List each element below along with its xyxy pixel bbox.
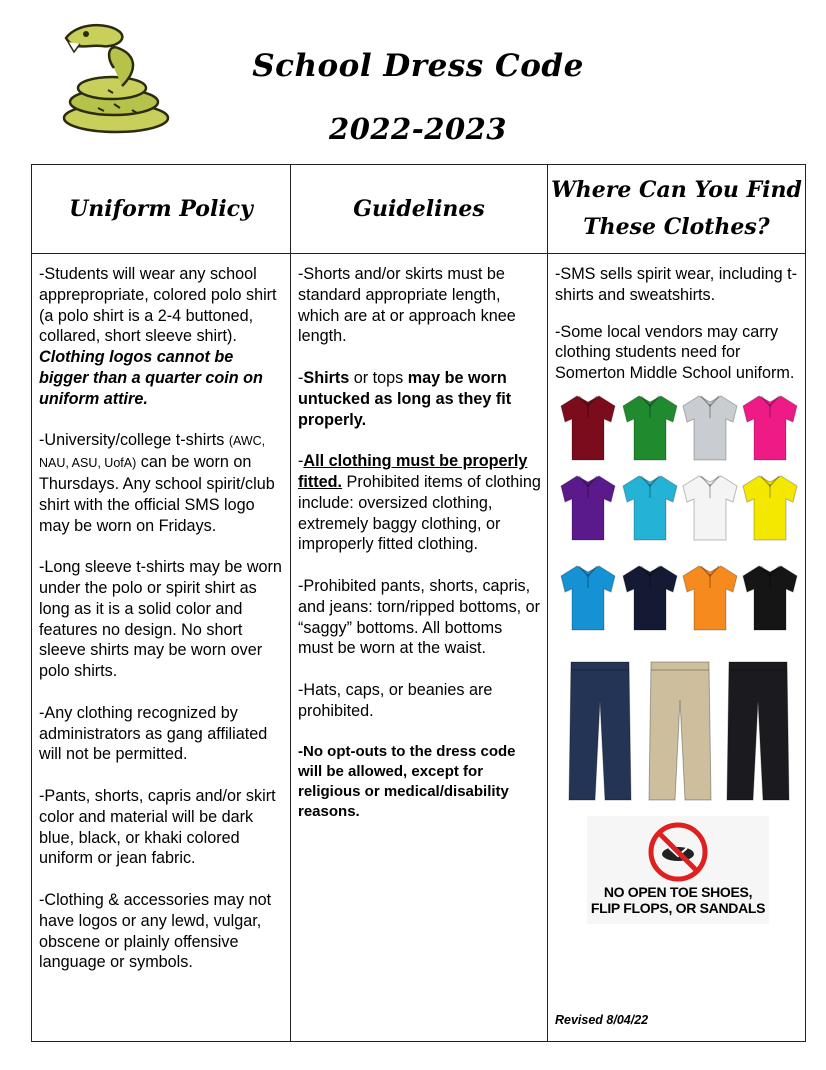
guideline-fitted-text: Prohibited items of clothing include: oversized clothing, extremely baggy clothing, or improperly fitted clothing. (298, 472, 541, 554)
guideline-fitted-heading: All clothing must be properly fitted. (298, 452, 528, 491)
column-header-where (548, 165, 806, 254)
uniform-rule-polo-text: -Students will wear any school apprepropriate, colored polo shirt (a polo shirt is a 2-4 buttoned, collared, short sleeve shirt). (39, 265, 277, 346)
pants-icon (647, 660, 713, 802)
polo-shirt-icon (559, 392, 617, 462)
guideline-untucked (298, 368, 541, 430)
table-header-row (32, 165, 806, 254)
uniform-rule-college-schools: (AWC, NAU, ASU, UofA) (39, 434, 266, 471)
guideline-untucked-bold: may be worn untucked as long as they fit properly. (298, 368, 512, 429)
uniform-rule-bottoms: -Pants, shorts, capris and/or skirt color and material will be dark blue, black, or khaki colored uniform or jean fabric. (39, 786, 276, 868)
polo-shirt-icon (681, 472, 739, 542)
guidelines-cell (291, 254, 548, 1042)
uniform-rule-college-text-2: can be worn on Thursdays. Any school spirit/club shirt with the official SMS logo may be worn on Fridays. (39, 453, 275, 535)
uniform-rule-polo (39, 264, 284, 410)
no-sandals-icon (587, 816, 769, 886)
guideline-no-opt-outs-text: -No opt-outs to the dress code will be allowed, except for religious or medical/disability reasons. (298, 743, 516, 821)
guideline-untucked-dash: - (298, 368, 304, 387)
polo-shirt-icon (681, 392, 739, 462)
year-title: 2022-2023 (329, 112, 507, 146)
pants-icon (725, 660, 791, 802)
revised-date: Revised 8/04/22 (555, 1013, 649, 1028)
polo-shirt-icon (741, 392, 799, 462)
uniform-rule-college-text: -University/college t-shirts (39, 431, 229, 450)
uniform-rule-long-sleeve: -Long sleeve t-shirts may be worn under the polo or spirit shirt as long as it is a solid color and features no design. No short sleeve shirts may be worn over polo shirts. (39, 558, 282, 681)
polo-shirt-icon (741, 562, 799, 632)
polo-shirt-icon (559, 472, 617, 542)
page-title: School Dress Code (252, 48, 584, 84)
column-header-guidelines: Guidelines (291, 165, 548, 254)
polo-shirt-icon (741, 472, 799, 542)
clothing-images (555, 392, 795, 916)
column-header-where-line1: Where Can You Find (551, 177, 802, 203)
uniform-rule-polo-emphasis: Clothing logos cannot be bigger than a quarter coin on uniform attire. (39, 348, 263, 408)
pants-icon (567, 660, 633, 802)
polo-shirt-icon (681, 562, 739, 632)
guideline-untucked-shirts: Shirts (303, 368, 350, 387)
column-header-uniform-policy: Uniform Policy (32, 165, 291, 254)
guideline-prohibited-pants: -Prohibited pants, shorts, capris, and jeans: torn/ripped bottoms, or “saggy” bottoms. All bottoms must be worn at the waist. (298, 576, 541, 658)
column-header-where-line2: These Clothes? (583, 214, 770, 240)
uniform-rule-language: -Clothing & accessories may not have logos or any lewd, vulgar, obscene or plainly offensive language or symbols. (39, 890, 272, 972)
no-open-toe-sign (587, 816, 769, 924)
where-spirit-wear: -SMS sells spirit wear, including t-shirts and sweatshirts. (555, 265, 797, 304)
guideline-length: -Shorts and/or skirts must be standard appropriate length, which are at or approach knee length. (298, 265, 516, 346)
uniform-rule-gang: -Any clothing recognized by administrators as gang affiliated will not be permitted. (39, 703, 268, 764)
guideline-hats: -Hats, caps, or beanies are prohibited. (298, 680, 493, 720)
guideline-fitted-dash: - (298, 452, 304, 471)
dress-code-table (31, 164, 806, 1042)
where-cell (548, 254, 806, 1042)
polo-shirt-icon (621, 562, 679, 632)
uniform-policy-cell (32, 254, 291, 1042)
table-body-row (32, 254, 806, 1042)
guideline-untucked-mid: or tops (349, 368, 408, 387)
guideline-no-opt-outs (298, 742, 541, 822)
polo-shirt-icon (621, 472, 679, 542)
polo-shirt-icon (559, 562, 617, 632)
sign-text-line1: NO OPEN TOE SHOES, (603, 883, 753, 900)
where-local-vendors: -Some local vendors may carry clothing students need for Somerton Middle School uniform. (555, 322, 795, 383)
sign-text-line2: FLIP FLOPS, OR SANDALS (590, 899, 766, 916)
polo-shirt-icon (621, 392, 679, 462)
guideline-fitted (298, 451, 541, 555)
uniform-rule-college (39, 430, 284, 536)
